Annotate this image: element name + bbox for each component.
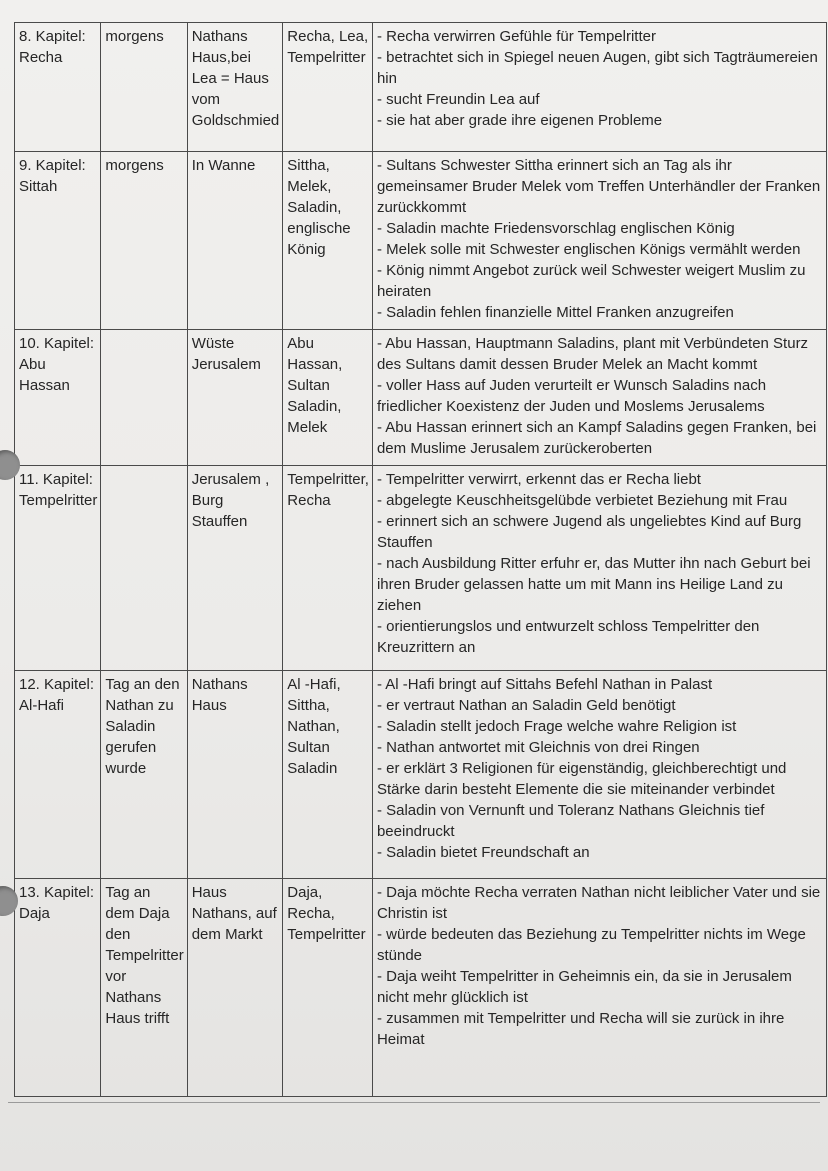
content-cell — [372, 466, 826, 671]
content-line: - er vertraut Nathan an Saladin Geld benötigt — [376, 697, 676, 714]
table-row — [15, 152, 827, 330]
content-line: - Saladin stellt jedoch Frage welche wahre Religion ist — [376, 718, 737, 735]
content-cell — [372, 879, 826, 1097]
content-line: - er erklärt 3 Religionen für eigenständig, gleichberechtigt und Stärke darin besteht Elemente die sie miteinander verbindet — [376, 760, 787, 798]
content-line: - betrachtet sich in Spiegel neuen Augen, gibt sich Tagträumereien hin — [376, 49, 818, 87]
content-line: - würde bedeuten das Beziehung zu Tempelritter nichts im Wege stünde — [376, 926, 806, 964]
chapter-table — [14, 22, 827, 1097]
content-cell — [372, 330, 826, 466]
content-cell — [372, 152, 826, 330]
content-line: - Abu Hassan, Hauptmann Saladins, plant mit Verbündeten Sturz des Sultans damit dessen Bruder Melek an Macht kommt — [376, 335, 809, 373]
table-row — [15, 466, 827, 671]
content-cell — [372, 23, 826, 152]
chapter-cell: 8. Kapitel: Recha — [15, 23, 101, 152]
content-line: - Sultans Schwester Sittha erinnert sich an Tag als ihr gemeinsamer Bruder Melek vom Treffen Unterhändler der Franken zurückkommt — [376, 157, 821, 216]
time-cell: morgens — [101, 23, 187, 152]
content-line: - Tempelritter verwirrt, erkennt das er Recha liebt — [376, 471, 701, 488]
chapter-cell: 9. Kapitel: Sittah — [15, 152, 101, 330]
content-line: - voller Hass auf Juden verurteilt er Wunsch Saladins nach friedlicher Koexistenz der Juden und Moslems Jerusalems — [376, 377, 767, 415]
chapter-cell: 12. Kapitel: Al-Hafi — [15, 671, 101, 879]
table-row — [15, 671, 827, 879]
table-row — [15, 330, 827, 466]
content-line: - orientierungslos und entwurzelt schloss Tempelritter den Kreuzrittern an — [376, 618, 760, 656]
content-line: - Saladin fehlen finanzielle Mittel Franken anzugreifen — [376, 304, 734, 321]
time-cell — [101, 330, 187, 466]
content-line: - Nathan antwortet mit Gleichnis von drei Ringen — [376, 739, 700, 756]
content-line: - Al -Hafi bringt auf Sittahs Befehl Nathan in Palast — [376, 676, 713, 693]
chapter-cell: 10. Kapitel: Abu Hassan — [15, 330, 101, 466]
content-line: - Saladin machte Friedensvorschlag englischen König — [376, 220, 735, 237]
place-cell: In Wanne — [187, 152, 283, 330]
content-line: - sucht Freundin Lea auf — [376, 91, 540, 108]
content-line: - erinnert sich an schwere Jugend als ungeliebtes Kind auf Burg Stauffen — [376, 513, 802, 551]
content-line: - zusammen mit Tempelritter und Recha will sie zurück in ihre Heimat — [376, 1010, 785, 1048]
persons-cell: Tempelritter, Recha — [283, 466, 373, 671]
place-cell: Haus Nathans, auf dem Markt — [187, 879, 283, 1097]
place-cell: Jerusalem , Burg Stauffen — [187, 466, 283, 671]
table-row — [15, 23, 827, 152]
content-line: - Recha verwirren Gefühle für Tempelritter — [376, 28, 656, 45]
place-cell: Nathans Haus,bei Lea = Haus vom Goldschmied — [187, 23, 283, 152]
time-cell: Tag an den Nathan zu Saladin gerufen wurde — [101, 671, 187, 879]
persons-cell: Daja, Recha, Tempelritter — [283, 879, 373, 1097]
content-line: - nach Ausbildung Ritter erfuhr er, das Mutter ihn nach Geburt bei ihren Bruder gelassen hatte um mit Mann ins Heilige Land zu ziehen — [376, 555, 811, 614]
time-cell: Tag an dem Daja den Tempelritter vor Nathans Haus trifft — [101, 879, 187, 1097]
content-line: - Saladin von Vernunft und Toleranz Nathans Gleichnis tief beeindruckt — [376, 802, 765, 840]
content-line: - Daja möchte Recha verraten Nathan nicht leiblicher Vater und sie Christin ist — [376, 884, 821, 922]
content-line: - Daja weiht Tempelritter in Geheimnis ein, da sie in Jerusalem nicht mehr glücklich ist — [376, 968, 792, 1006]
time-cell — [101, 466, 187, 671]
persons-cell: Recha, Lea, Tempelritter — [283, 23, 373, 152]
persons-cell: Sittha, Melek, Saladin, englische König — [283, 152, 373, 330]
content-line: - Melek solle mit Schwester englischen Königs vermählt werden — [376, 241, 801, 258]
persons-cell: Al -Hafi, Sittha, Nathan, Sultan Saladin — [283, 671, 373, 879]
content-line: - sie hat aber grade ihre eigenen Probleme — [376, 112, 663, 129]
page-edge-line — [8, 1102, 820, 1103]
content-line: - König nimmt Angebot zurück weil Schwester weigert Muslim zu heiraten — [376, 262, 806, 300]
content-line: - Saladin bietet Freundschaft an — [376, 844, 590, 861]
content-line: - abgelegte Keuschheitsgelübde verbietet Beziehung mit Frau — [376, 492, 788, 509]
chapter-cell: 13. Kapitel: Daja — [15, 879, 101, 1097]
content-cell — [372, 671, 826, 879]
persons-cell: Abu Hassan, Sultan Saladin, Melek — [283, 330, 373, 466]
table-row — [15, 879, 827, 1097]
place-cell: Wüste Jerusalem — [187, 330, 283, 466]
time-cell: morgens — [101, 152, 187, 330]
content-line: - Abu Hassan erinnert sich an Kampf Saladins gegen Franken, bei dem Muslime Jerusalem zurückeroberten — [376, 419, 817, 457]
place-cell: Nathans Haus — [187, 671, 283, 879]
chapter-cell: 11. Kapitel: Tempelritter — [15, 466, 101, 671]
